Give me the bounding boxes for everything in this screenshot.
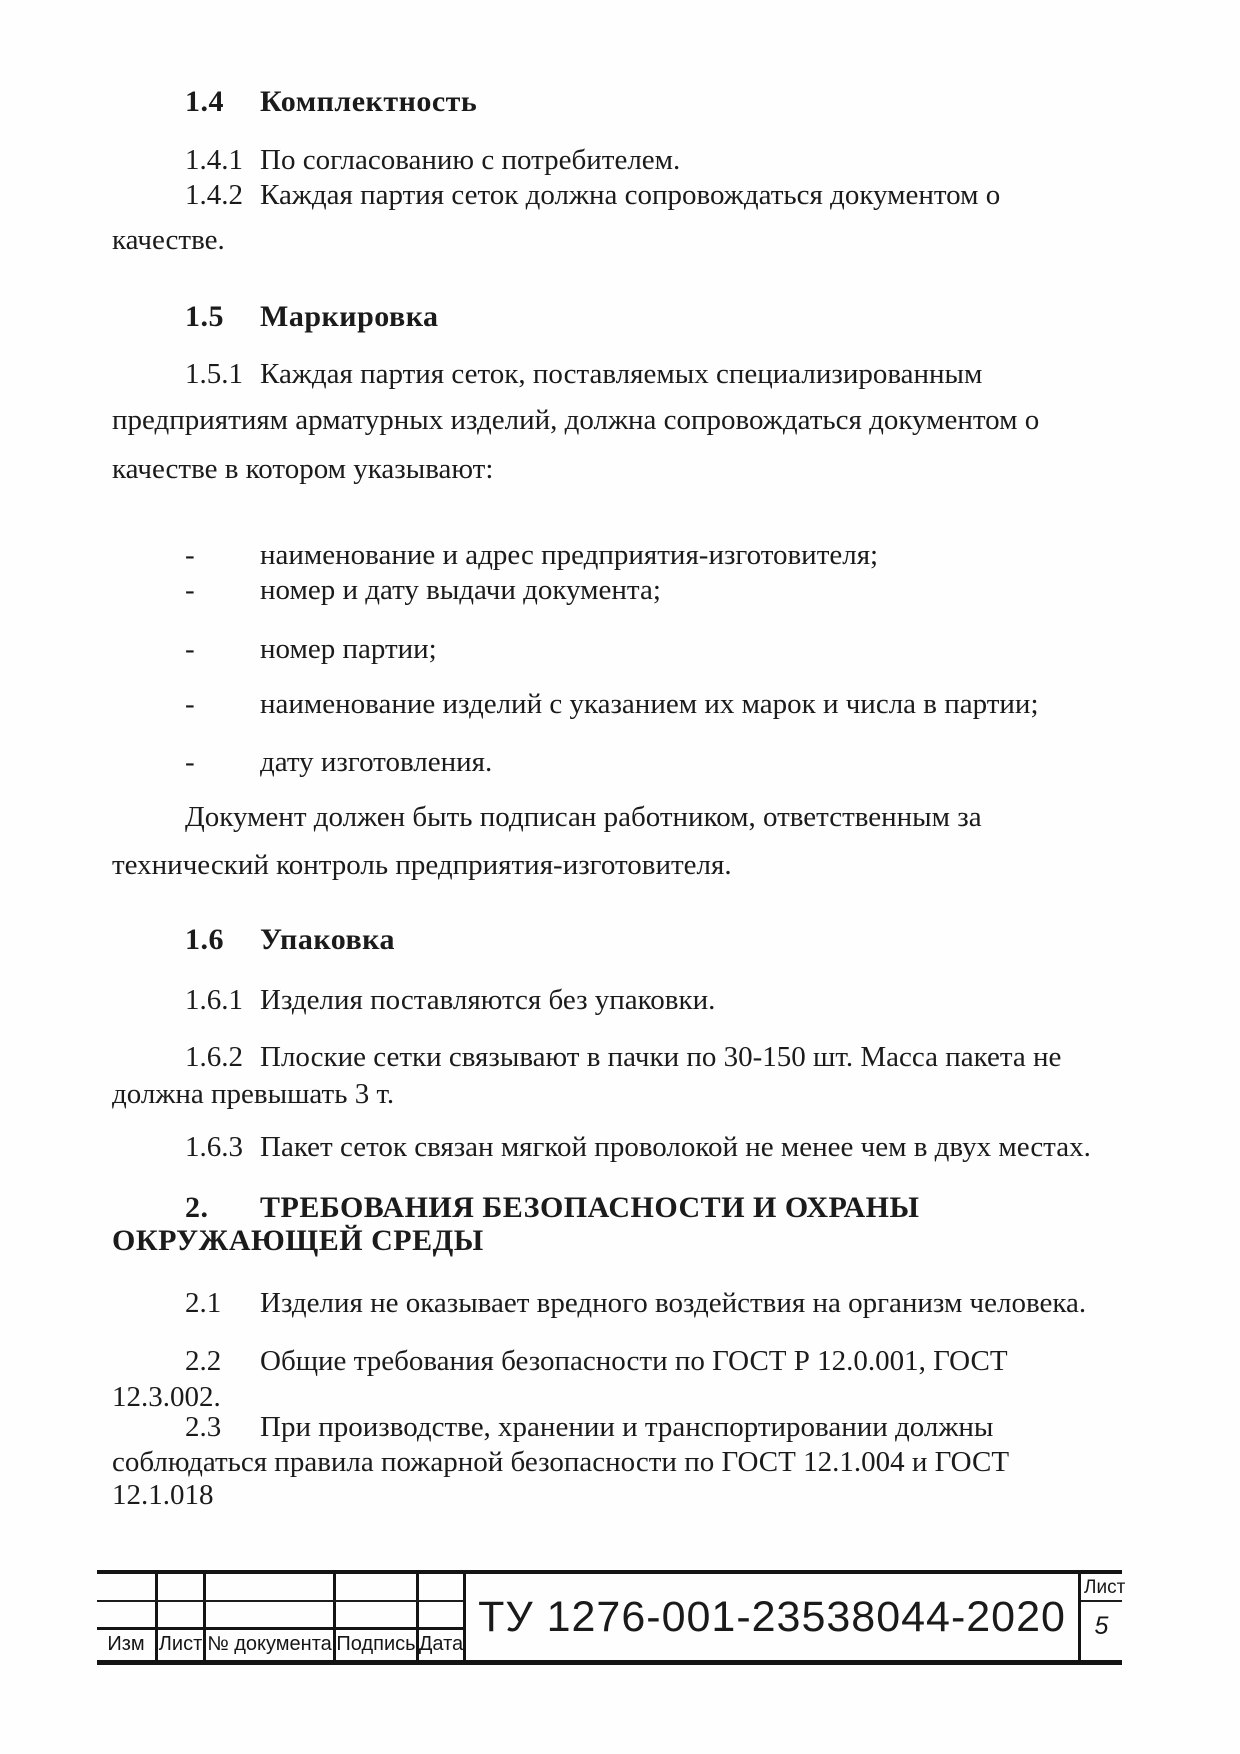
bullet-item xyxy=(185,538,878,572)
bullet-marker: - xyxy=(185,574,195,606)
section-number: 1.6 xyxy=(185,923,224,956)
stamp-label-list: Лист xyxy=(158,1632,203,1655)
section-title: Комплектность xyxy=(260,85,478,118)
paragraph-line: Плоские сетки связывают в пачки по 30-150 шт. Масса пакета не xyxy=(260,1041,1062,1073)
paragraph-line: предприятиям арматурных изделий, должна сопровождаться документом о xyxy=(112,404,1040,436)
paragraph-line: По согласованию с потребителем. xyxy=(260,144,681,176)
paragraph-line: Пакет сеток связан мягкой проволокой не менее чем в двух местах. xyxy=(260,1131,1091,1163)
bullet-marker: - xyxy=(185,746,195,778)
paragraph-1-6-1 xyxy=(185,983,715,1017)
paragraph-line: технический контроль предприятия-изготовителя. xyxy=(112,849,732,881)
sheet-label: Лист xyxy=(1084,1577,1125,1598)
paragraph-line: Изделия не оказывает вредного воздействия на организм человека. xyxy=(260,1287,1087,1319)
paragraph-line: 12.1.018 xyxy=(112,1479,214,1511)
stamp-label-doc-number: № документа xyxy=(207,1632,332,1655)
bullet-text: дату изготовления. xyxy=(260,746,493,778)
bullet-item xyxy=(185,687,1039,721)
section-heading-2 xyxy=(185,1191,919,1225)
section-title: Маркировка xyxy=(260,300,439,333)
title-block xyxy=(97,1570,1125,1665)
bullet-marker: - xyxy=(185,688,195,720)
bullet-text: наименование изделий с указанием их марок и числа в партии; xyxy=(260,688,1039,720)
paragraph-line: При производстве, хранении и транспортировании должны xyxy=(260,1411,994,1443)
sheet-number: 5 xyxy=(1094,1612,1109,1640)
paragraph-2-2 xyxy=(185,1344,1008,1378)
item-number: 1.6.1 xyxy=(185,984,243,1016)
stamp-label-podpis: Подпись xyxy=(336,1632,416,1655)
paragraph-1-4-1 xyxy=(185,143,680,177)
paragraph-line: Каждая партия сеток, поставляемых специализированным xyxy=(260,358,983,390)
section-heading-1-4 xyxy=(185,85,477,119)
section-number: 2. xyxy=(185,1191,209,1224)
bullet-text: наименование и адрес предприятия-изготовителя; xyxy=(260,539,879,571)
bullet-marker: - xyxy=(185,633,195,665)
paragraph-line: Документ должен быть подписан работником, ответственным за xyxy=(185,801,982,833)
section-heading-1-5 xyxy=(185,300,439,334)
paragraph-line: соблюдаться правила пожарной безопасности по ГОСТ 12.1.004 и ГОСТ xyxy=(112,1446,1010,1478)
section-title-line: ТРЕБОВАНИЯ БЕЗОПАСНОСТИ И ОХРАНЫ xyxy=(260,1191,920,1224)
item-number: 1.6.2 xyxy=(185,1041,243,1073)
section-title-line: ОКРУЖАЮЩЕЙ СРЕДЫ xyxy=(112,1224,484,1257)
paragraph-line: Изделия поставляются без упаковки. xyxy=(260,984,716,1016)
item-number: 2.2 xyxy=(185,1345,222,1377)
item-number: 1.5.1 xyxy=(185,358,243,390)
paragraph-line: качестве в котором указывают: xyxy=(112,453,494,485)
section-heading-1-6 xyxy=(185,923,395,957)
paragraph-1-6-2 xyxy=(185,1040,1061,1074)
section-title: Упаковка xyxy=(260,923,396,956)
bullet-item xyxy=(185,745,492,779)
bullet-item xyxy=(185,632,437,666)
paragraph-line: качестве. xyxy=(112,224,225,256)
paragraph-1-4-2 xyxy=(185,178,1000,212)
bullet-text: номер и дату выдачи документа; xyxy=(260,574,661,606)
bullet-text: номер партии; xyxy=(260,633,437,665)
item-number: 1.4.1 xyxy=(185,144,243,176)
paragraph-2-1 xyxy=(185,1286,1086,1320)
paragraph-line: должна превышать 3 т. xyxy=(112,1078,395,1110)
item-number: 1.4.2 xyxy=(185,179,243,211)
item-number: 2.1 xyxy=(185,1287,222,1319)
paragraph-1-6-3 xyxy=(185,1130,1091,1164)
paragraph-1-5-1 xyxy=(185,357,982,391)
item-number: 1.6.3 xyxy=(185,1131,243,1163)
item-number: 2.3 xyxy=(185,1411,222,1443)
stamp-label-izm: Изм xyxy=(107,1632,145,1655)
paragraph-line: Каждая партия сеток должна сопровождаться документом о xyxy=(260,179,1001,211)
paragraph-line: Общие требования безопасности по ГОСТ Р 12.0.001, ГОСТ xyxy=(260,1345,1008,1377)
bullet-marker: - xyxy=(185,539,195,571)
stamp-divider xyxy=(97,1600,463,1602)
paragraph-2-3 xyxy=(185,1410,993,1444)
document-designation: ТУ 1276-001-23538044-2020 xyxy=(478,1592,1066,1641)
section-number: 1.4 xyxy=(185,85,224,118)
section-number: 1.5 xyxy=(185,300,224,333)
bullet-item xyxy=(185,573,661,607)
paragraph-line: 12.3.002. xyxy=(112,1381,221,1413)
stamp-label-data: Дата xyxy=(419,1632,463,1655)
